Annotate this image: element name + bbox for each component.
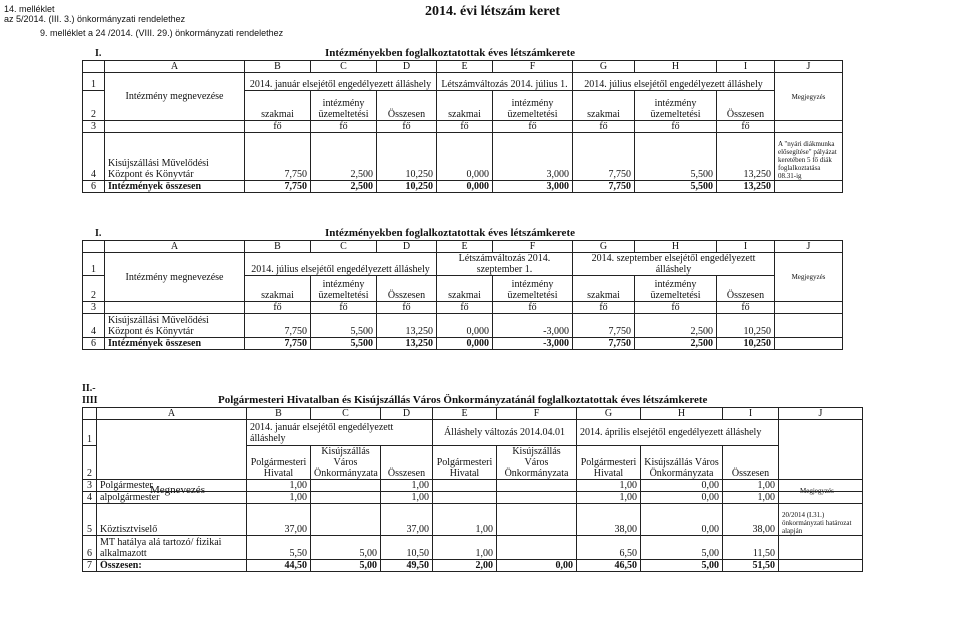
note-header: Megjegyzés [775, 253, 843, 302]
row-number: 4 [83, 314, 105, 338]
value-cell: 38,00 [723, 504, 779, 536]
total-row [83, 338, 843, 350]
value-cell: 38,00 [577, 504, 641, 536]
value-cell: 10,250 [717, 338, 775, 350]
column-letters-row [83, 241, 843, 253]
col-header: Összesen [377, 91, 437, 121]
total-row [83, 560, 863, 572]
col-letter: D [377, 61, 437, 73]
value-cell [497, 536, 577, 560]
value-cell: 37,00 [381, 504, 433, 536]
value-cell: 1,00 [247, 480, 311, 492]
value-cell: 7,750 [245, 181, 311, 193]
value-cell: -3,000 [493, 314, 573, 338]
unit-cell: fő [635, 121, 717, 133]
value-cell: 7,750 [245, 314, 311, 338]
col-letter: I [717, 241, 775, 253]
col-header: szakmai [245, 91, 311, 121]
col-header: Polgármesteri Hivatal [433, 446, 497, 480]
value-cell: 2,500 [635, 338, 717, 350]
value-cell: 1,00 [723, 480, 779, 492]
value-cell: 0,00 [641, 492, 723, 504]
unit-cell: fő [573, 121, 635, 133]
col-letter: C [311, 408, 381, 420]
total-label: Intézmények összesen [105, 338, 245, 350]
col-letter: A [97, 408, 247, 420]
row-number: 3 [83, 480, 97, 492]
row-number: 5 [83, 504, 97, 536]
unit-cell: fő [245, 302, 311, 314]
value-cell: 0,00 [641, 480, 723, 492]
row-number: 6 [83, 181, 105, 193]
group-header: 2014. január elsejétől engedélyezett álláshely [247, 420, 433, 446]
total-label: Intézmények összesen [105, 181, 245, 193]
col-header: szakmai [573, 91, 635, 121]
col-letter: H [641, 408, 723, 420]
value-cell: 1,00 [723, 492, 779, 504]
value-cell [433, 492, 497, 504]
value-cell: 1,00 [381, 480, 433, 492]
decree-reference: az 5/2014. (III. 3.) önkormányzati rendelethez [4, 14, 186, 24]
column-letters-row [83, 61, 843, 73]
col-header: Összesen [717, 91, 775, 121]
row-number: 7 [83, 560, 97, 572]
value-cell: 51,50 [723, 560, 779, 572]
row-label: alpolgármester [97, 492, 247, 504]
unit-cell: fő [635, 302, 717, 314]
value-cell: 3,000 [493, 133, 573, 181]
table-row [83, 536, 863, 560]
page-title: 2014. évi létszám keret [425, 4, 561, 19]
value-cell: 5,50 [247, 536, 311, 560]
col-header: szakmai [573, 276, 635, 302]
col-header: Kisújszállás Város Önkormányzata [641, 446, 723, 480]
value-cell: 5,500 [635, 181, 717, 193]
value-cell: 0,000 [437, 338, 493, 350]
note-cell [779, 536, 863, 560]
col-letter: F [493, 61, 573, 73]
col-letter: H [635, 241, 717, 253]
total-label: Összesen: [97, 560, 247, 572]
row-number: 2 [83, 446, 97, 480]
row-number: 2 [83, 91, 105, 121]
value-cell: 1,00 [381, 492, 433, 504]
col-letter: J [779, 408, 863, 420]
col-letter: B [247, 408, 311, 420]
section-number-2: IIII [82, 395, 98, 406]
value-cell: 7,750 [573, 338, 635, 350]
col-header: intézmény üzemeltetési [311, 276, 377, 302]
annex-number: 14. melléklet [4, 4, 55, 14]
col-letter: G [573, 61, 635, 73]
group-header: Létszámváltozás 2014. szeptember 1. [437, 253, 573, 276]
col-header: intézmény üzemeltetési [635, 276, 717, 302]
col-letter: A [105, 241, 245, 253]
col-letter: H [635, 61, 717, 73]
row-number: 6 [83, 536, 97, 560]
table-row [83, 314, 843, 338]
row-number: 1 [83, 253, 105, 276]
row-number: 3 [83, 302, 105, 314]
section-title: Intézményekben foglalkoztatottak éves létszámkerete [325, 47, 575, 59]
col-header: Polgármesteri Hivatal [247, 446, 311, 480]
value-cell: 2,00 [433, 560, 497, 572]
row-number: 4 [83, 133, 105, 181]
col-header: Kisújszállás Város Önkormányzata [311, 446, 381, 480]
value-cell: 49,50 [381, 560, 433, 572]
annex-reference: 9. melléklet a 24 /2014. (VIII. 29.) önkormányzati rendelethez [40, 28, 284, 38]
col-letter: J [775, 241, 843, 253]
unit-cell: fő [245, 121, 311, 133]
note-cell: A "nyári diákmunka elősegítése" pályázat keretében 5 fő diák foglalkoztatása 08.31-ig [775, 133, 843, 181]
value-cell: 13,250 [717, 133, 775, 181]
value-cell: 10,250 [717, 314, 775, 338]
value-cell: 46,50 [577, 560, 641, 572]
col-letter: B [245, 241, 311, 253]
table-row [83, 504, 863, 536]
note-cell: 20/2014 (I.31.) önkormányzati határozat alapján [779, 504, 863, 536]
value-cell: 2,500 [311, 181, 377, 193]
col-header: Kisújszállás Város Önkormányzata [497, 446, 577, 480]
row-number: 6 [83, 338, 105, 350]
value-cell: 1,00 [433, 504, 497, 536]
value-cell: 10,250 [377, 181, 437, 193]
unit-cell: fő [573, 302, 635, 314]
value-cell: 7,750 [245, 338, 311, 350]
col-letter: D [377, 241, 437, 253]
value-cell: 5,500 [311, 314, 377, 338]
value-cell: 1,00 [433, 536, 497, 560]
col-header: szakmai [437, 276, 493, 302]
value-cell: 0,00 [641, 504, 723, 536]
col-header: intézmény üzemeltetési [493, 276, 573, 302]
group-header: 2014. január elsejétől engedélyezett álláshely [245, 73, 437, 91]
col-letter: C [311, 241, 377, 253]
unit-cell: fő [311, 302, 377, 314]
col-letter: C [311, 61, 377, 73]
unit-cell: fő [493, 121, 573, 133]
value-cell: 2,500 [635, 314, 717, 338]
value-cell: 0,00 [497, 560, 577, 572]
section-number: I. [95, 48, 102, 59]
row-number: 4 [83, 492, 97, 504]
section-number: II.- [82, 383, 96, 394]
col-letter: F [497, 408, 577, 420]
value-cell: 5,500 [635, 133, 717, 181]
value-cell: 11,50 [723, 536, 779, 560]
note-cell [779, 560, 863, 572]
value-cell: 7,750 [245, 133, 311, 181]
institution-name: Kisújszállási Művelődési Központ és Könyvtár [105, 133, 245, 181]
col-letter: D [381, 408, 433, 420]
note-header: Megjegyzés [775, 73, 843, 121]
row-number: 3 [83, 121, 105, 133]
value-cell: 13,250 [377, 314, 437, 338]
group-header: Létszámváltozás 2014. július 1. [437, 73, 573, 91]
name-column-header: Megnevezés [150, 484, 205, 496]
col-letter: E [437, 241, 493, 253]
col-header: szakmai [437, 91, 493, 121]
value-cell: 44,50 [247, 560, 311, 572]
section-title: Intézményekben foglalkoztatottak éves létszámkerete [325, 227, 575, 239]
group-header: 2014. július elsejétől engedélyezett álláshely [245, 253, 437, 276]
value-cell: 5,00 [641, 560, 723, 572]
col-header: szakmai [245, 276, 311, 302]
value-cell: 2,500 [311, 133, 377, 181]
row-number: 1 [83, 73, 105, 91]
group-header: 2014. április elsejétől engedélyezett álláshely [577, 420, 779, 446]
col-letter: E [433, 408, 497, 420]
unit-cell: fő [377, 302, 437, 314]
value-cell: 1,00 [247, 492, 311, 504]
row-label: Polgármester [97, 480, 247, 492]
value-cell [433, 480, 497, 492]
col-letter: A [105, 61, 245, 73]
value-cell: 5,00 [311, 536, 381, 560]
group-header: Álláshely változás 2014.04.01 [433, 420, 577, 446]
col-header: Összesen [377, 276, 437, 302]
note-header: Megjegyzés [800, 487, 834, 495]
value-cell [311, 492, 381, 504]
value-cell [497, 492, 577, 504]
name-header: Intézmény megnevezése [105, 253, 245, 302]
value-cell [311, 504, 381, 536]
value-cell: 37,00 [247, 504, 311, 536]
col-header: Polgármesteri Hivatal [577, 446, 641, 480]
col-letter: I [717, 61, 775, 73]
value-cell: 1,00 [577, 480, 641, 492]
group-header: 2014. szeptember elsejétől engedélyezett álláshely [573, 253, 775, 276]
column-letters-row [83, 408, 863, 420]
value-cell: 7,750 [573, 181, 635, 193]
value-cell: -3,000 [493, 338, 573, 350]
value-cell: 10,50 [381, 536, 433, 560]
col-letter: G [573, 241, 635, 253]
col-header: intézmény üzemeltetési [493, 91, 573, 121]
col-letter: I [723, 408, 779, 420]
unit-cell: fő [437, 121, 493, 133]
unit-cell: fő [377, 121, 437, 133]
institution-name: Kisújszállási Művelődési Központ és Könyvtár [105, 314, 245, 338]
col-header: Összesen [717, 276, 775, 302]
total-row [83, 181, 843, 193]
value-cell: 3,000 [493, 181, 573, 193]
value-cell: 1,00 [577, 492, 641, 504]
col-letter: F [493, 241, 573, 253]
col-header: Összesen [723, 446, 779, 480]
unit-cell: fő [717, 302, 775, 314]
value-cell: 6,50 [577, 536, 641, 560]
unit-cell: fő [493, 302, 573, 314]
section-title: Polgármesteri Hivatalban és Kisújszállás Város Önkormányzatánál foglalkoztatottak éves létszámkerete [218, 394, 708, 406]
value-cell: 7,750 [573, 133, 635, 181]
value-cell: 13,250 [377, 338, 437, 350]
unit-cell: fő [311, 121, 377, 133]
value-cell: 0,000 [437, 314, 493, 338]
row-number: 1 [83, 420, 97, 446]
name-header: Intézmény megnevezése [105, 73, 245, 121]
unit-cell: fő [717, 121, 775, 133]
table-1 [82, 60, 843, 193]
unit-cell: fő [437, 302, 493, 314]
group-header: 2014. július elsejétől engedélyezett álláshely [573, 73, 775, 91]
table-row [83, 133, 843, 181]
row-number: 2 [83, 276, 105, 302]
value-cell: 10,250 [377, 133, 437, 181]
row-label: MT hatálya alá tartozó/ fizikai alkalmazott [97, 536, 247, 560]
col-letter: E [437, 61, 493, 73]
value-cell: 13,250 [717, 181, 775, 193]
value-cell [311, 480, 381, 492]
value-cell: 7,750 [573, 314, 635, 338]
value-cell: 5,00 [311, 560, 381, 572]
col-letter: B [245, 61, 311, 73]
value-cell [497, 480, 577, 492]
table-2 [82, 240, 843, 350]
col-header: Összesen [381, 446, 433, 480]
value-cell [497, 504, 577, 536]
value-cell: 5,00 [641, 536, 723, 560]
section-number: I. [95, 228, 102, 239]
value-cell: 5,500 [311, 338, 377, 350]
value-cell: 0,000 [437, 181, 493, 193]
col-header: intézmény üzemeltetési [311, 91, 377, 121]
col-header: intézmény üzemeltetési [635, 91, 717, 121]
row-label: Köztisztviselő [97, 504, 247, 536]
col-letter: G [577, 408, 641, 420]
col-letter: J [775, 61, 843, 73]
value-cell: 0,000 [437, 133, 493, 181]
